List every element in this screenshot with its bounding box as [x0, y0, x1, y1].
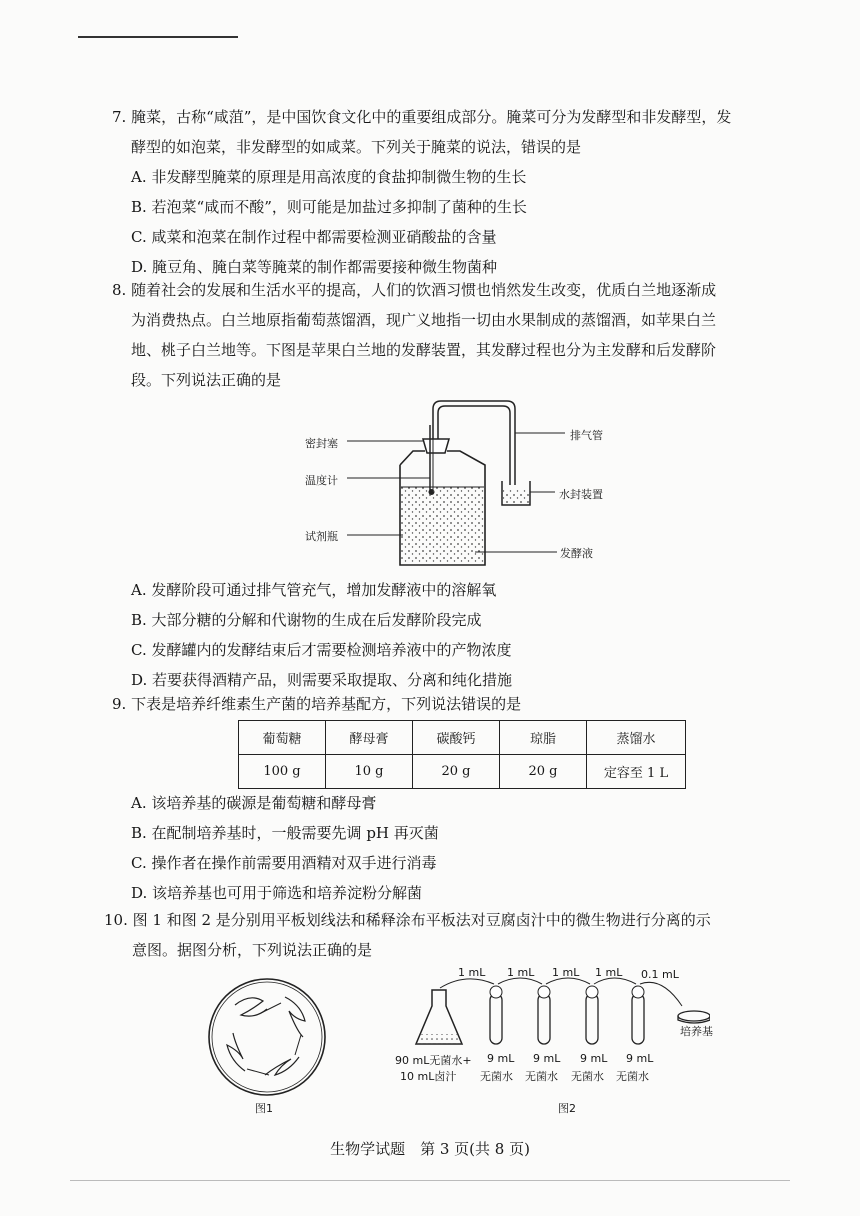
label-exhaust: 排气管	[570, 429, 603, 442]
q8-stem-line3: 地、桃子白兰地等。下图是苹果白兰地的发酵装置，其发酵过程也分为主发酵和后发酵阶	[131, 341, 717, 359]
exhaust-tube-inner	[438, 406, 510, 485]
transfer-label-1: 1 mL	[458, 966, 486, 979]
streak-zone-2	[285, 997, 305, 1037]
table-cell: 20 g	[500, 755, 587, 789]
q7-option-d: D. 腌豆角、腌白菜等腌菜的制作都需要接种微生物菌种	[131, 258, 498, 276]
table-header: 酵母膏	[326, 721, 413, 755]
streak-zone-1	[235, 998, 267, 1016]
label-liquid: 发酵液	[560, 547, 593, 560]
label-seal: 密封塞	[305, 437, 338, 450]
transfer-label-5: 0.1 mL	[641, 968, 679, 981]
test-tube-2	[538, 986, 550, 1044]
q10-stem-line2: 意图。据图分析，下列说法正确的是	[132, 941, 373, 959]
test-tube-4	[632, 986, 644, 1044]
tube-label-1-vol: 9 mL	[487, 1052, 515, 1065]
medium-recipe-table	[238, 720, 686, 789]
label-bottle: 试剂瓶	[305, 530, 338, 543]
tube-label-2-water: 无菌水	[525, 1070, 558, 1083]
tube-label-2-vol: 9 mL	[533, 1052, 561, 1065]
table-header: 蒸馏水	[587, 721, 686, 755]
stopper	[423, 439, 449, 453]
table-cell: 20 g	[413, 755, 500, 789]
table-row	[239, 755, 686, 789]
fig2-caption: 图2	[558, 1102, 576, 1115]
q8-stem-line2: 为消费热点。白兰地原指葡萄蒸馏酒，现广义地指一切由水果制成的蒸馏酒，如苹果白兰	[131, 311, 717, 329]
streak-zone-4	[227, 1033, 245, 1071]
test-tube-3	[586, 986, 598, 1044]
question-10	[104, 905, 794, 965]
table-header: 碳酸钙	[413, 721, 500, 755]
tube-label-3-vol: 9 mL	[580, 1052, 608, 1065]
transfer-label-3: 1 mL	[552, 966, 580, 979]
q9-option-d: D. 该培养基也可用于筛选和培养淀粉分解菌	[131, 884, 423, 902]
culture-plate	[678, 1011, 710, 1021]
label-thermometer: 温度计	[305, 474, 338, 487]
flask-label-line2: 10 mL卤汁	[400, 1070, 457, 1083]
streak-plate-figure	[205, 975, 330, 1100]
transfer-label-2: 1 mL	[507, 966, 535, 979]
streak-zone-3	[265, 1057, 299, 1075]
test-tube-1	[490, 986, 502, 1044]
flask-label-line1: 90 mL无菌水+	[395, 1054, 472, 1067]
header-rule	[78, 36, 238, 38]
table-header-row	[239, 721, 686, 755]
tube-label-1-water: 无菌水	[480, 1070, 513, 1083]
q9-option-c: C. 操作者在操作前需要用酒精对双手进行消毒	[131, 854, 437, 872]
petri-dish	[209, 979, 325, 1095]
question-9	[112, 689, 802, 719]
footer-rule	[70, 1180, 790, 1181]
question-8	[112, 275, 802, 395]
q8-option-c: C. 发酵罐内的发酵结束后才需要检测培养液中的产物浓度	[131, 641, 512, 659]
q7-option-a: A. 非发酵型腌菜的原理是用高浓度的食盐抑制微生物的生长	[131, 168, 527, 186]
q8-stem-line1: 8. 随着社会的发展和生活水平的提高，人们的饮酒习惯也悄然发生改变，优质白兰地逐渐成	[112, 281, 717, 299]
q9-option-a: A. 该培养基的碳源是葡萄糖和酵母膏	[131, 794, 377, 812]
serial-dilution-figure	[410, 972, 710, 1052]
table-cell: 100 g	[239, 755, 326, 789]
table-header: 葡萄糖	[239, 721, 326, 755]
q7-stem-line2: 酵型的如泡菜，非发酵型的如咸菜。下列关于腌菜的说法，错误的是	[131, 138, 582, 156]
q10-stem-line1: 10. 图 1 和图 2 是分别用平板划线法和稀释涂布平板法对豆腐卤汁中的微生物进行分离的示	[104, 911, 711, 929]
tube-label-4-water: 无菌水	[616, 1070, 649, 1083]
q9-option-b: B. 在配制培养基时，一般需要先调 pH 再灭菌	[131, 824, 439, 842]
q7-option-c: C. 咸菜和泡菜在制作过程中都需要检测亚硝酸盐的含量	[131, 228, 497, 246]
q8-option-d: D. 若要获得酒精产品，则需要采取提取、分离和纯化措施	[131, 671, 513, 689]
tube-label-4-vol: 9 mL	[626, 1052, 654, 1065]
table-header: 琼脂	[500, 721, 587, 755]
plate-label: 培养基	[680, 1025, 713, 1038]
table-cell: 定容至 1 L	[587, 755, 686, 789]
q8-option-b: B. 大部分糖的分解和代谢物的生成在后发酵阶段完成	[131, 611, 482, 629]
q9-stem: 9. 下表是培养纤维素生产菌的培养基配方，下列说法错误的是	[112, 695, 522, 713]
q7-stem-line1: 7. 腌菜，古称“咸菹”，是中国饮食文化中的重要组成部分。腌菜可分为发酵型和非发酵型，发	[112, 108, 732, 126]
transfer-label-4: 1 mL	[595, 966, 623, 979]
question-8-options	[112, 575, 802, 695]
q7-option-b: B. 若泡菜“咸而不酸”，则可能是加盐过多抑制了菌种的生长	[131, 198, 527, 216]
question-9-options	[112, 788, 802, 908]
q8-option-a: A. 发酵阶段可通过排气管充气，增加发酵液中的溶解氧	[131, 581, 497, 599]
page-footer: 生物学试题 第 3 页(共 8 页)	[330, 1140, 530, 1158]
fermentation-liquid	[401, 487, 484, 564]
tube-label-3-water: 无菌水	[571, 1070, 604, 1083]
label-water-seal: 水封装置	[559, 488, 603, 501]
table-cell: 10 g	[326, 755, 413, 789]
fig1-caption: 图1	[255, 1102, 273, 1115]
q8-stem-line4: 段。下列说法正确的是	[131, 371, 282, 389]
question-7	[112, 102, 802, 282]
